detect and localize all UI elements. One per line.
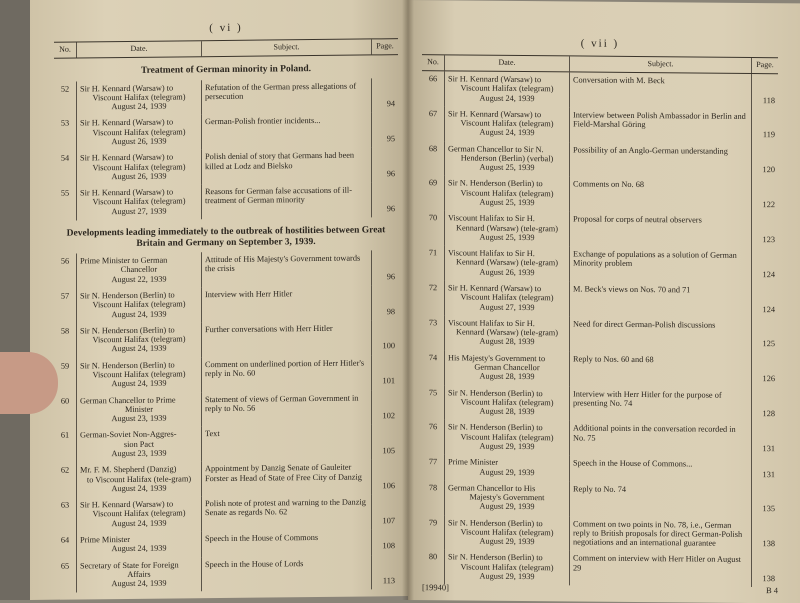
entry-subject: Comment on interview with Herr Hitler on August 29 bbox=[573, 553, 741, 573]
entry-date: August 24, 1939 bbox=[111, 378, 167, 389]
entry-number: 74 bbox=[428, 352, 438, 362]
entry-number: 61 bbox=[60, 431, 70, 441]
entry-subject: Interview with Herr Hitler for the purpose of presenting No. 74 bbox=[573, 388, 722, 408]
entry-date: August 25, 1939 bbox=[479, 232, 535, 242]
entry-page: 96 bbox=[372, 147, 399, 182]
entry-page: 102 bbox=[372, 390, 399, 425]
entry-page: 106 bbox=[372, 459, 399, 494]
entry-date-cell bbox=[445, 480, 570, 516]
entry-date: August 22, 1939 bbox=[111, 274, 167, 284]
entry-number: 54 bbox=[60, 153, 70, 163]
entry-to: Minister bbox=[124, 404, 154, 414]
entry-page: 96 bbox=[372, 250, 399, 285]
entry-subject: Speech in the House of Lords bbox=[205, 558, 304, 569]
open-book bbox=[30, 0, 800, 600]
entry-page: 131 bbox=[752, 422, 779, 457]
entry-number: 73 bbox=[428, 318, 438, 328]
entry-page: 120 bbox=[752, 144, 779, 179]
entry-subject: Comments on No. 68 bbox=[573, 179, 644, 190]
entry-to: Viscount Halifax (telegram) bbox=[460, 83, 554, 94]
right-page bbox=[408, 0, 800, 603]
entry-from: Sir N. Henderson (Berlin) to bbox=[448, 552, 543, 563]
entry-number: 64 bbox=[60, 535, 70, 545]
table-row bbox=[54, 494, 398, 532]
entry-from: Sir N. Henderson (Berlin) to bbox=[448, 178, 543, 189]
entry-page: 124 bbox=[752, 283, 779, 318]
left-page bbox=[30, 0, 408, 600]
left-header-subject: Subject. bbox=[202, 39, 372, 57]
entry-page: 113 bbox=[372, 555, 399, 590]
table-row bbox=[422, 385, 778, 423]
entry-subject: Conversation with M. Beck bbox=[573, 75, 665, 86]
table-row bbox=[54, 555, 398, 593]
table-row bbox=[422, 210, 778, 248]
entry-to: Viscount Halifax (telegram) bbox=[92, 369, 186, 380]
entry-page: 131 bbox=[752, 457, 779, 483]
table-row bbox=[422, 106, 778, 144]
entry-date-cell bbox=[77, 392, 202, 428]
entry-date: August 24, 1939 bbox=[111, 101, 167, 112]
entry-number: 69 bbox=[428, 178, 438, 188]
entry-from: Viscount Halifax to Sir H. bbox=[448, 318, 535, 328]
entry-from: Sir H. Kennard (Warsaw) to bbox=[80, 499, 174, 510]
entry-subject: Comment on two points in No. 78, i.e., German reply to British proposals for direct German-Polish negotiations and an international guarantee bbox=[573, 519, 743, 548]
entry-page: 128 bbox=[752, 388, 779, 423]
entry-from: German Chancellor to Sir N. bbox=[448, 143, 544, 154]
entry-to: Viscount Halifax (telegram) bbox=[460, 527, 554, 538]
entry-date: August 24, 1939 bbox=[111, 309, 167, 319]
entry-date: August 29, 1939 bbox=[479, 467, 535, 477]
entry-number: 70 bbox=[428, 213, 438, 223]
entry-to: Henderson (Berlin) (verbal) bbox=[460, 153, 554, 164]
book-spine-shadow bbox=[402, 0, 414, 600]
printer-code: [19940] bbox=[422, 582, 449, 593]
entry-from: Sir H. Kennard (Warsaw) to bbox=[448, 109, 542, 119]
entry-page: 107 bbox=[372, 494, 399, 529]
entry-subject: Text bbox=[205, 429, 220, 439]
table-row bbox=[54, 182, 398, 220]
entry-from: Sir H. Kennard (Warsaw) to bbox=[448, 74, 542, 85]
entry-from: German Chancellor to His bbox=[448, 483, 536, 493]
table-row bbox=[422, 176, 778, 214]
entry-from: German Chancellor to Prime bbox=[80, 395, 176, 406]
entry-subject: Speech in the House of Commons... bbox=[573, 458, 693, 469]
entry-date: August 26, 1939 bbox=[479, 267, 535, 277]
entry-date: August 28, 1939 bbox=[479, 406, 535, 417]
table-row bbox=[54, 147, 398, 185]
entry-page: 95 bbox=[372, 113, 399, 148]
entry-date-cell bbox=[77, 184, 202, 220]
entry-to: Viscount Halifax (telegram) bbox=[92, 161, 186, 172]
entry-number: 56 bbox=[60, 256, 70, 266]
entry-to: Chancellor bbox=[120, 265, 158, 275]
entry-page: 135 bbox=[752, 483, 779, 518]
entry-date: August 24, 1939 bbox=[111, 578, 167, 589]
entry-number: 63 bbox=[60, 500, 70, 510]
entry-date: August 29, 1939 bbox=[479, 536, 535, 547]
left-page-number: ( vi ) bbox=[209, 21, 243, 35]
entry-to: to Viscount Halifax (tele-gram) bbox=[86, 473, 192, 484]
entry-number: 55 bbox=[60, 188, 70, 198]
entry-from: Sir N. Henderson (Berlin) to bbox=[448, 422, 543, 433]
entry-number: 77 bbox=[428, 457, 438, 467]
entry-to: Viscount Halifax (telegram) bbox=[92, 196, 186, 207]
entry-date: August 28, 1939 bbox=[479, 337, 535, 347]
entry-date: August 24, 1939 bbox=[479, 127, 535, 138]
right-page-number: ( vii ) bbox=[580, 37, 620, 50]
entry-number: 60 bbox=[60, 396, 70, 406]
entry-number: 57 bbox=[60, 291, 70, 301]
entry-date-cell bbox=[77, 496, 202, 532]
entry-from: Sir N. Henderson (Berlin) to bbox=[80, 360, 175, 371]
entry-to: Viscount Halifax (telegram) bbox=[460, 432, 554, 442]
entry-date: August 24, 1939 bbox=[479, 93, 535, 103]
entry-page: 101 bbox=[372, 355, 399, 390]
entry-from: Secretary of State for Foreign bbox=[80, 559, 179, 570]
left-header-date: Date. bbox=[77, 41, 202, 58]
table-row bbox=[54, 285, 398, 323]
entry-from: Sir N. Henderson (Berlin) to bbox=[448, 517, 543, 528]
entry-number: 78 bbox=[428, 482, 438, 493]
left-contents-table bbox=[54, 38, 398, 593]
section-heading-row bbox=[54, 217, 398, 254]
entry-to: Viscount Halifax (telegram) bbox=[92, 92, 186, 103]
entry-from: Viscount Halifax to Sir H. bbox=[448, 248, 535, 259]
entry-number: 65 bbox=[60, 561, 70, 571]
entry-subject: Reply to Nos. 60 and 68 bbox=[573, 354, 654, 364]
entry-to: Viscount Halifax (telegram) bbox=[460, 188, 554, 199]
entry-page: 124 bbox=[752, 248, 779, 283]
table-row bbox=[422, 515, 778, 553]
entry-subject: Polish denial of story that Germans had been killed at Lodz and Bielsko bbox=[205, 150, 355, 171]
thumb bbox=[0, 352, 58, 414]
table-row bbox=[54, 529, 398, 558]
entry-to: Kennard (Warsaw) (tele-gram) bbox=[455, 257, 559, 268]
table-row bbox=[54, 320, 398, 358]
entry-subject: Further conversations with Herr Hitler bbox=[205, 323, 333, 335]
entry-subject: Reply to No. 74 bbox=[573, 484, 627, 494]
entry-date-cell bbox=[77, 531, 202, 558]
entry-date: August 29, 1939 bbox=[479, 441, 535, 452]
entry-date-cell bbox=[445, 350, 570, 386]
entry-to: Viscount Halifax (telegram) bbox=[92, 508, 186, 519]
entry-date-cell bbox=[77, 287, 202, 323]
entry-to: Kennard (Warsaw) (tele-gram) bbox=[455, 327, 559, 338]
entry-subject: Exchange of populations as a solution of German Minority problem bbox=[573, 249, 737, 269]
entry-from: Prime Minister bbox=[448, 457, 499, 468]
entry-date: August 27, 1939 bbox=[111, 206, 167, 216]
entry-subject: Interview between Polish Ambassador in Berlin and Field-Marshal Göring bbox=[573, 110, 746, 130]
table-row bbox=[54, 250, 398, 288]
entry-date-cell bbox=[445, 211, 570, 247]
table-row bbox=[422, 480, 778, 518]
signature-mark: B 4 bbox=[765, 585, 778, 596]
entry-from: His Majesty's Government to bbox=[448, 353, 546, 363]
entry-from: Prime Minister to German bbox=[80, 255, 168, 266]
entry-subject: M. Beck's views on Nos. 70 and 71 bbox=[573, 284, 691, 295]
table-row bbox=[422, 280, 778, 318]
entry-from: Sir H. Kennard (Warsaw) to bbox=[80, 83, 174, 94]
entry-date-cell bbox=[445, 315, 570, 351]
entry-from: Sir N. Henderson (Berlin) to bbox=[80, 325, 175, 336]
entry-number: 79 bbox=[428, 517, 438, 527]
entry-number: 68 bbox=[428, 143, 438, 153]
entry-date: August 23, 1939 bbox=[111, 448, 167, 459]
entry-date-cell bbox=[445, 455, 570, 482]
entry-page: 119 bbox=[752, 109, 779, 144]
entry-date: August 24, 1939 bbox=[111, 483, 167, 493]
entry-subject: Polish note of protest and warning to the Danzig Senate as regards No. 62 bbox=[205, 497, 366, 518]
entry-to: Viscount Halifax (telegram) bbox=[92, 127, 186, 138]
entry-date-cell bbox=[77, 252, 202, 288]
right-table-body bbox=[422, 71, 778, 588]
table-row bbox=[422, 350, 778, 388]
table-row bbox=[54, 355, 398, 393]
right-page-footer bbox=[422, 582, 778, 595]
entry-date-cell bbox=[445, 71, 570, 107]
table-row bbox=[422, 71, 778, 109]
entry-date-cell bbox=[445, 420, 570, 456]
entry-from: Sir H. Kennard (Warsaw) to bbox=[80, 117, 174, 128]
entry-number: 72 bbox=[428, 283, 438, 293]
right-header-subject: Subject. bbox=[570, 56, 752, 74]
entry-subject: Comment on underlined portion of Herr Hitler's reply in No. 60 bbox=[205, 358, 365, 379]
entry-page: 105 bbox=[372, 425, 399, 460]
entry-date: August 28, 1939 bbox=[479, 371, 535, 382]
entry-date: August 26, 1939 bbox=[111, 136, 167, 147]
section-heading: Treatment of German minority in Poland. bbox=[140, 64, 312, 76]
table-row bbox=[422, 245, 778, 283]
entry-date: August 24, 1939 bbox=[111, 518, 167, 528]
entry-to: Affairs bbox=[127, 569, 151, 579]
entry-subject: Appointment by Danzig Senate of Gauleiter Forster as Head of State of Free City of Danzig bbox=[205, 462, 362, 483]
entry-number: 62 bbox=[60, 465, 70, 475]
right-contents-table bbox=[422, 54, 778, 587]
entry-page: 96 bbox=[372, 182, 399, 217]
table-row bbox=[422, 141, 778, 179]
entry-from: Prime Minister bbox=[80, 534, 131, 545]
table-row bbox=[54, 425, 398, 463]
entry-to: Kennard (Warsaw) (tele-gram) bbox=[455, 223, 559, 233]
entry-subject: Possibility of an Anglo-German understanding bbox=[573, 145, 728, 156]
entry-subject: Refutation of the German press allegations of persecution bbox=[205, 81, 357, 102]
entry-page: 138 bbox=[752, 552, 779, 587]
entry-date-cell bbox=[445, 515, 570, 551]
entry-date: August 25, 1939 bbox=[479, 197, 535, 208]
entry-date: August 29, 1939 bbox=[479, 501, 535, 512]
entry-page: 98 bbox=[372, 285, 399, 320]
entry-page: 94 bbox=[372, 78, 399, 113]
entry-date: August 29, 1939 bbox=[479, 571, 535, 582]
entry-to: Majesty's Government bbox=[469, 492, 545, 503]
right-header-date: Date. bbox=[445, 55, 570, 72]
entry-date: August 25, 1939 bbox=[479, 162, 535, 173]
entry-date-cell bbox=[445, 245, 570, 281]
entry-page: 125 bbox=[752, 318, 779, 353]
entry-from: Sir H. Kennard (Warsaw) to bbox=[80, 187, 174, 198]
entry-number: 75 bbox=[428, 387, 438, 397]
entry-to: Viscount Halifax (telegram) bbox=[92, 334, 186, 345]
entry-to: Viscount Halifax (telegram) bbox=[460, 118, 554, 129]
entry-date: August 24, 1939 bbox=[111, 543, 167, 554]
entry-page: 108 bbox=[372, 529, 399, 555]
entry-page: 126 bbox=[752, 353, 779, 388]
entry-date-cell bbox=[77, 322, 202, 358]
entry-number: 58 bbox=[60, 326, 70, 336]
entry-date-cell bbox=[445, 280, 570, 316]
entry-subject: Interview with Herr Hitler bbox=[205, 289, 293, 300]
entry-to: sion Pact bbox=[123, 439, 155, 449]
entry-date-cell bbox=[445, 550, 570, 586]
right-header-page: Page. bbox=[752, 57, 779, 73]
entry-date-cell bbox=[77, 557, 202, 593]
entry-to: Viscount Halifax (telegram) bbox=[460, 292, 554, 303]
entry-date-cell bbox=[445, 141, 570, 177]
entry-to: German Chancellor bbox=[474, 362, 540, 373]
entry-subject: Additional points in the conversation recorded in No. 75 bbox=[573, 423, 736, 443]
entry-from: Mr. F. M. Shepherd (Danzig) bbox=[80, 464, 177, 475]
entry-number: 66 bbox=[428, 74, 438, 84]
entry-subject: Speech in the House of Commons bbox=[205, 532, 319, 544]
table-row bbox=[54, 113, 398, 151]
entry-from: Sir H. Kennard (Warsaw) to bbox=[448, 283, 542, 294]
right-header-no: No. bbox=[422, 55, 445, 71]
entry-to: Viscount Halifax (telegram) bbox=[460, 397, 554, 408]
entry-number: 53 bbox=[60, 119, 70, 129]
entry-date: August 26, 1939 bbox=[111, 171, 167, 181]
table-row bbox=[54, 390, 398, 428]
table-row bbox=[54, 78, 398, 116]
left-header-page: Page. bbox=[372, 39, 399, 55]
entry-date-cell bbox=[445, 106, 570, 142]
table-row bbox=[54, 459, 398, 497]
entry-number: 80 bbox=[428, 552, 438, 562]
entry-to: Viscount Halifax (telegram) bbox=[460, 562, 554, 573]
entry-page: 100 bbox=[372, 320, 399, 355]
entry-page: 138 bbox=[752, 518, 779, 553]
entry-date-cell bbox=[77, 427, 202, 463]
section-heading: Developments leading immediately to the outbreak of hostilities between Great Britain and Germany on September 3, 1939. bbox=[66, 225, 386, 249]
entry-number: 52 bbox=[60, 84, 70, 94]
entry-page: 118 bbox=[752, 73, 779, 109]
entry-date-cell bbox=[77, 461, 202, 497]
entry-number: 71 bbox=[428, 248, 438, 258]
entry-page: 122 bbox=[752, 178, 779, 213]
entry-number: 67 bbox=[428, 108, 438, 119]
entry-date: August 24, 1939 bbox=[111, 344, 167, 354]
entry-from: Sir N. Henderson (Berlin) to bbox=[80, 290, 175, 301]
entry-date-cell bbox=[77, 115, 202, 151]
table-row bbox=[422, 420, 778, 458]
left-table-body bbox=[54, 55, 398, 594]
table-row bbox=[422, 454, 778, 483]
left-header-no: No. bbox=[54, 42, 77, 58]
entry-subject: Statement of views of German Government in reply to No. 56 bbox=[205, 393, 359, 414]
entry-from: Sir N. Henderson (Berlin) to bbox=[448, 387, 543, 398]
entry-page: 123 bbox=[752, 213, 779, 248]
entry-number: 76 bbox=[428, 422, 438, 432]
entry-subject: Reasons for German false accusations of ill-treatment of German minority bbox=[205, 185, 352, 206]
entry-date: August 23, 1939 bbox=[111, 413, 167, 424]
entry-subject: Need for direct German-Polish discussions bbox=[573, 319, 716, 330]
entry-subject: Attitude of His Majesty's Government towards the crisis bbox=[205, 253, 361, 274]
entry-date-cell bbox=[445, 176, 570, 212]
entry-subject: Proposal for corps of neutral observers bbox=[573, 214, 702, 225]
entry-from: German-Soviet Non-Aggres- bbox=[80, 429, 177, 440]
entry-date: August 27, 1939 bbox=[479, 302, 535, 312]
entry-date-cell bbox=[77, 80, 202, 116]
entry-number: 59 bbox=[60, 361, 70, 371]
entry-to: Viscount Halifax (telegram) bbox=[92, 299, 186, 310]
entry-date-cell bbox=[445, 385, 570, 421]
entry-date-cell bbox=[77, 149, 202, 185]
entry-date-cell bbox=[77, 357, 202, 393]
entry-from: Viscount Halifax to Sir H. bbox=[448, 213, 535, 224]
entry-subject: German-Polish frontier incidents... bbox=[205, 116, 321, 127]
table-row bbox=[422, 315, 778, 353]
entry-from: Sir H. Kennard (Warsaw) to bbox=[80, 152, 174, 163]
